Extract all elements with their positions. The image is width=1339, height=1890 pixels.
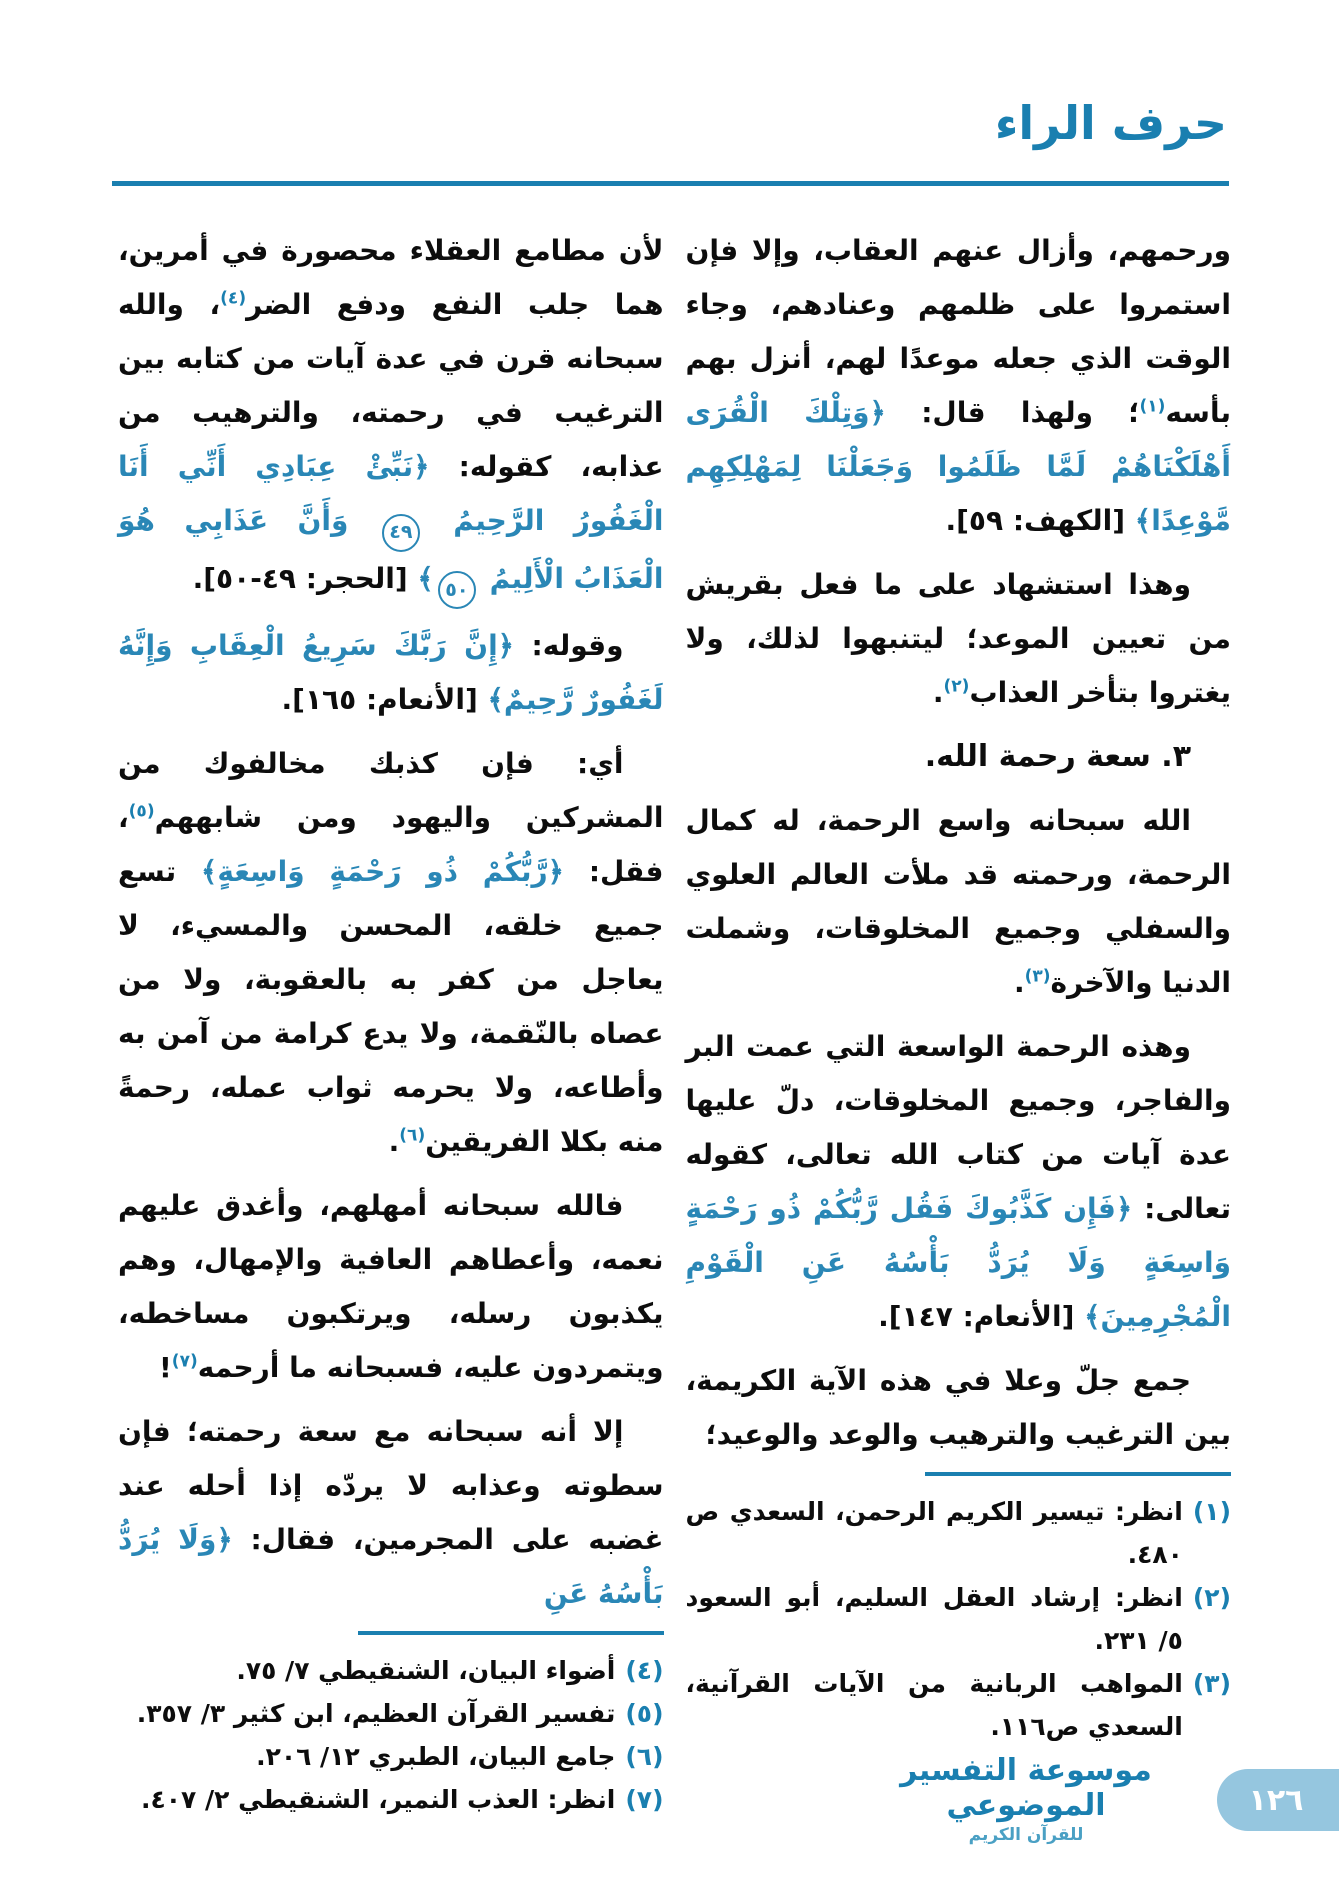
body-text: [الكهف: ٥٩].	[945, 504, 1135, 537]
quran-verse: ﴿وَلَا يُرَدُّ بَأْسُهُ عَنِ	[118, 1523, 664, 1610]
body-text: ، فقل:	[118, 801, 664, 888]
footnote	[686, 1490, 1232, 1576]
body-text: ٣. سعة رحمة الله.	[924, 739, 1191, 774]
paragraph	[118, 737, 664, 1169]
body-text: .	[932, 676, 944, 709]
body-text: [الأنعام: ١٦٥].	[281, 683, 488, 716]
paragraph	[686, 558, 1232, 720]
footnote-text: انظر: تيسير الكريم الرحمن، السعدي ص ٤٨٠.	[685, 1497, 1183, 1569]
footnote	[686, 1576, 1232, 1662]
section-heading	[686, 730, 1232, 784]
footnote-marker: (٥)	[128, 801, 155, 822]
paragraph	[118, 224, 664, 609]
paragraph	[686, 794, 1232, 1010]
paragraph	[118, 1179, 664, 1395]
footnote	[686, 1662, 1232, 1748]
footnote	[118, 1778, 664, 1821]
body-text: لأن مطامع العقلاء محصورة في أمرين، هما جلب النفع ودفع الضر	[118, 234, 664, 321]
footnote-number: (٧)	[625, 1785, 664, 1814]
body-text: وقوله:	[514, 629, 624, 662]
body-text: [الأنعام: ١٤٧].	[878, 1300, 1085, 1333]
body-text: ورحمهم، وأزال عنهم العقاب، وإلا فإن استمروا على ظلمهم وعنادهم، وجاء الوقت الذي جعله موعدًا لهم، أنزل بهم بأسه	[685, 234, 1231, 429]
publisher-logo-title: موسوعة التفسير الموضوعي	[900, 1753, 1152, 1823]
page-header-chapter-title: حرف الراء	[994, 96, 1227, 150]
body-text: تسع جميع خلقه، المحسن والمسيء، لا يعاجل من كفر به بالعقوبة، ولا من عصاه بالنّقمة، ولا يدع كرامة من آمن به وأطاعه، ولا يحرمه ثواب عمله، رحمةً منه بكلا الفريقين	[118, 855, 664, 1158]
quran-verse: ﴾	[417, 561, 434, 595]
body-text: وهذا استشهاد على ما فعل بقريش من تعيين الموعد؛ ليتنبهوا لذلك، ولا يغتروا بتأخر العذاب	[685, 568, 1231, 709]
column-right	[686, 224, 1232, 1744]
body-text: .	[388, 1125, 400, 1158]
body-text: !	[159, 1351, 172, 1384]
body-text: ، والله سبحانه قرن في عدة آيات من كتابه بين الترغيب في رحمته، والترهيب من عذابه، كقوله:	[118, 288, 664, 483]
quran-verse: ﴿رَّبُّكُمْ ذُو رَحْمَةٍ وَاسِعَةٍ﴾	[200, 855, 565, 888]
paragraph	[686, 224, 1232, 548]
verse-number-circle: ٥٠	[438, 571, 476, 609]
body-text: .	[1013, 966, 1025, 999]
footnote-text: انظر: إرشاد العقل السليم، أبو السعود ٥/ ٢٣١.	[685, 1583, 1183, 1655]
paragraph	[118, 1405, 664, 1621]
column-left-paragraphs	[118, 224, 664, 1631]
footnote-separator-rule	[358, 1631, 664, 1635]
footnote	[118, 1692, 664, 1735]
publisher-logo	[878, 1754, 1174, 1846]
footnote-list	[686, 1490, 1232, 1748]
body-text: فالله سبحانه أمهلهم، وأغدق عليهم نعمه، وأعطاهم العافية والإمهال، وهم يكذبون رسله، ويرتكبون مساخطه، ويتمردون عليه، فسبحانه ما أرحمه	[118, 1189, 664, 1384]
column-right-paragraphs	[686, 224, 1232, 1472]
verse-number-circle: ٤٩	[382, 514, 420, 552]
quran-verse: ﴿فَإِن كَذَّبُوكَ فَقُل رَّبُّكُمْ ذُو رَحْمَةٍ وَاسِعَةٍ وَلَا يُرَدُّ بَأْسُهُ عَنِ الْقَوْمِ الْمُجْرِمِينَ﴾	[685, 1192, 1231, 1333]
footnote-marker: (٤)	[220, 288, 247, 309]
quran-verse: وَأَنَّ عَذَابِي هُوَ الْعَذَابُ الْأَلِيمُ	[118, 504, 664, 595]
page-number: ١٢٦	[1248, 1782, 1304, 1818]
footnote-list	[118, 1649, 664, 1821]
footnote-text: تفسير القرآن العظيم، ابن كثير ٣/ ٣٥٧.	[136, 1699, 616, 1728]
footnotes-right	[686, 1472, 1232, 1748]
footnote-marker: (٧)	[171, 1351, 198, 1372]
footnote-number: (٦)	[625, 1742, 664, 1771]
body-text: أي: فإن كذبك مخالفوك من المشركين واليهود ومن شابههم	[118, 747, 664, 834]
header-divider-rule	[112, 181, 1229, 186]
footnote-text: جامع البيان، الطبري ١٢/ ٢٠٦.	[256, 1742, 616, 1771]
footnote	[118, 1649, 664, 1692]
footnote-text: انظر: العذب النمير، الشنقيطي ٢/ ٤٠٧.	[141, 1785, 616, 1814]
paragraph	[118, 619, 664, 727]
publisher-logo-subtitle: للقرآن الكريم	[968, 1825, 1084, 1845]
footnote-text: أضواء البيان، الشنقيطي ٧/ ٧٥.	[236, 1656, 616, 1685]
body-text: إلا أنه سبحانه مع سعة رحمته؛ فإن سطوته وعذابه لا يردّه إذا أحله عند غضبه على المجرمين، فقال:	[118, 1415, 664, 1556]
footnote-number: (١)	[1192, 1497, 1231, 1526]
paragraph	[686, 1020, 1232, 1344]
footnotes-left	[118, 1631, 664, 1821]
footnote-number: (٥)	[625, 1699, 664, 1728]
footnote-number: (٢)	[1192, 1583, 1231, 1612]
footnote-number: (٣)	[1192, 1669, 1231, 1698]
paragraph	[686, 1354, 1232, 1462]
body-text: [الحجر: ٤٩-٥٠].	[192, 561, 418, 595]
page-number-badge	[1217, 1769, 1339, 1831]
body-text: جمع جلّ وعلا في هذه الآية الكريمة، بين الترغيب والترهيب والوعد والوعيد؛	[685, 1364, 1231, 1451]
quran-verse: ﴿إِنَّ رَبَّكَ سَرِيعُ الْعِقَابِ وَإِنَّهُ لَغَفُورٌ رَّحِيمٌ﴾	[118, 629, 664, 716]
footnote	[118, 1735, 664, 1778]
body-text: ؛ ولهذا قال:	[885, 396, 1140, 429]
footnote-number: (٤)	[625, 1656, 664, 1685]
quran-verse: ﴿نَبِّئْ عِبَادِي أَنِّي أَنَا الْغَفُورُ الرَّحِيمُ	[118, 450, 664, 537]
footnote-marker: (١)	[1139, 396, 1166, 417]
column-left	[118, 224, 664, 1814]
footnote-separator-rule	[925, 1472, 1231, 1476]
footnote-marker: (٢)	[943, 676, 970, 697]
quran-verse: ﴿وَتِلْكَ الْقُرَى أَهْلَكْنَاهُمْ لَمَّا ظَلَمُوا وَجَعَلْنَا لِمَهْلِكِهِم مَّوْعِدًا﴾	[685, 396, 1231, 537]
body-text: وهذه الرحمة الواسعة التي عمت البر والفاجر، وجميع المخلوقات، دلّ عليها عدة آيات من كتاب الله تعالى، كقوله تعالى:	[685, 1030, 1231, 1225]
footnote-text: المواهب الربانية من الآيات القرآنية، السعدي ص١١٦.	[685, 1669, 1183, 1741]
body-text: الله سبحانه واسع الرحمة، له كمال الرحمة، ورحمته قد ملأت العالم العلوي والسفلي وجميع المخلوقات، وشملت الدنيا والآخرة	[685, 804, 1231, 999]
footnote-marker: (٦)	[399, 1125, 426, 1146]
footnote-marker: (٣)	[1024, 966, 1051, 987]
